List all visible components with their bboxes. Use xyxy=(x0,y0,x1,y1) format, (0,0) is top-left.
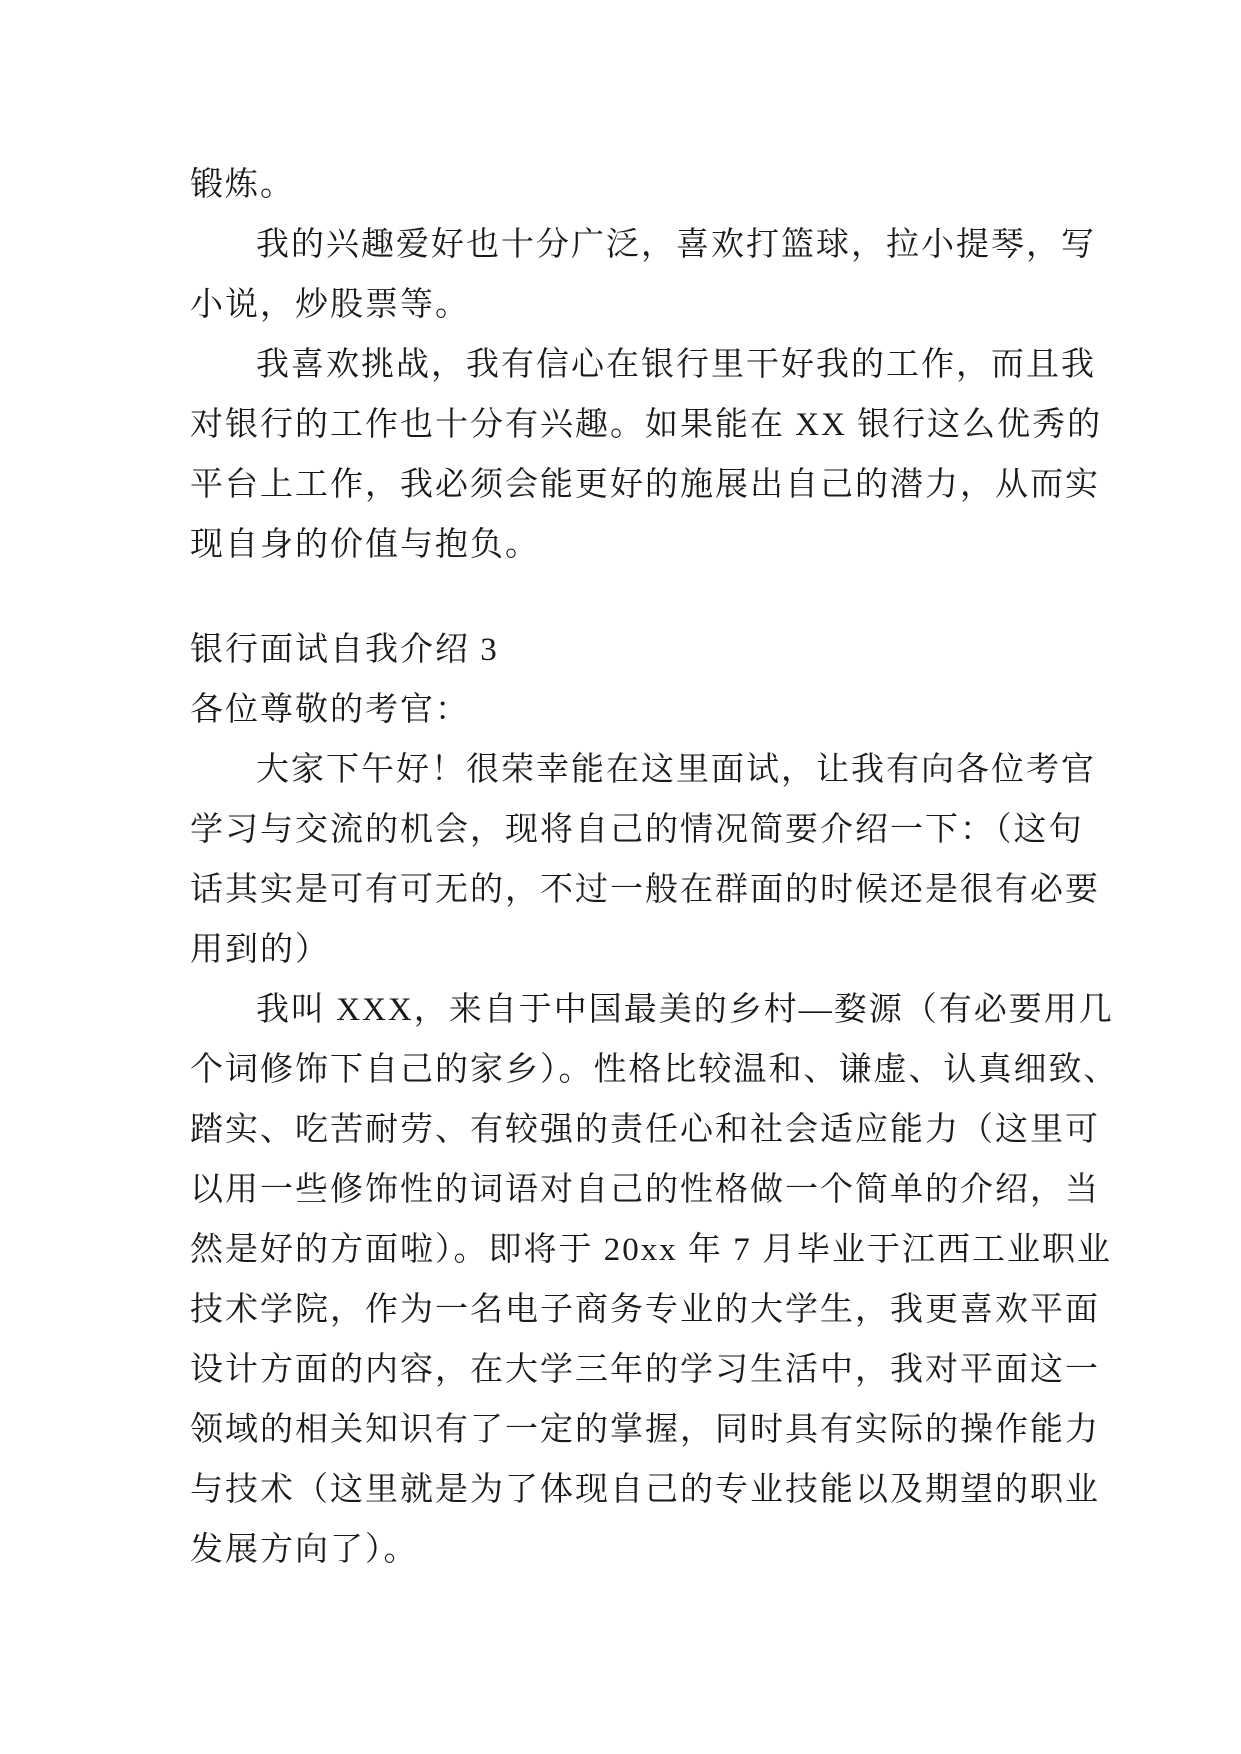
paragraph-start: 大家下午好！很荣幸能在这里面试，让我有向各位考官 xyxy=(256,752,1096,788)
text-line: 学习与交流的机会，现将自己的情况简要介绍一下：（这句 xyxy=(190,812,1084,848)
text-line: 小说，炒股票等。 xyxy=(190,287,470,323)
section-heading: 银行面试自我介绍 3 xyxy=(190,632,499,668)
text-line: 然是好的方面啦）。即将于 20xx 年 7 月毕业于江西工业职业 xyxy=(190,1232,1112,1268)
salutation: 各位尊敬的考官： xyxy=(190,692,470,728)
text-line: 个词修饰下自己的家乡）。性格比较温和、谦虚、认真细致、 xyxy=(190,1052,1119,1088)
text-line: 对银行的工作也十分有兴趣。如果能在 XX 银行这么优秀的 xyxy=(190,407,1103,443)
text-line: 话其实是可有可无的，不过一般在群面的时候还是很有必要 xyxy=(190,872,1100,908)
text-line: 领域的相关知识有了一定的掌握，同时具有实际的操作能力 xyxy=(190,1412,1100,1448)
paragraph-start: 我的兴趣爱好也十分广泛，喜欢打篮球，拉小提琴，写 xyxy=(256,227,1096,263)
text-line: 以用一些修饰性的词语对自己的性格做一个简单的介绍，当 xyxy=(190,1172,1100,1208)
text-line: 锻炼。 xyxy=(190,167,295,203)
text-line: 现自身的价值与抱负。 xyxy=(190,527,540,563)
text-line: 平台上工作，我必须会能更好的施展出自己的潜力，从而实 xyxy=(190,467,1100,503)
text-line: 与技术（这里就是为了体现自己的专业技能以及期望的职业 xyxy=(190,1472,1100,1508)
text-line: 发展方向了）。 xyxy=(190,1532,419,1568)
text-line: 踏实、吃苦耐劳、有较强的责任心和社会适应能力（这里可 xyxy=(190,1112,1100,1148)
paragraph-start: 我叫 XXX，来自于中国最美的乡村—婺源（有必要用几 xyxy=(256,992,1114,1028)
text-line: 技术学院，作为一名电子商务专业的大学生，我更喜欢平面 xyxy=(190,1292,1100,1328)
paragraph-start: 我喜欢挑战，我有信心在银行里干好我的工作，而且我 xyxy=(256,347,1096,383)
text-line: 用到的） xyxy=(190,932,330,968)
text-line: 设计方面的内容，在大学三年的学习生活中，我对平面这一 xyxy=(190,1352,1100,1388)
